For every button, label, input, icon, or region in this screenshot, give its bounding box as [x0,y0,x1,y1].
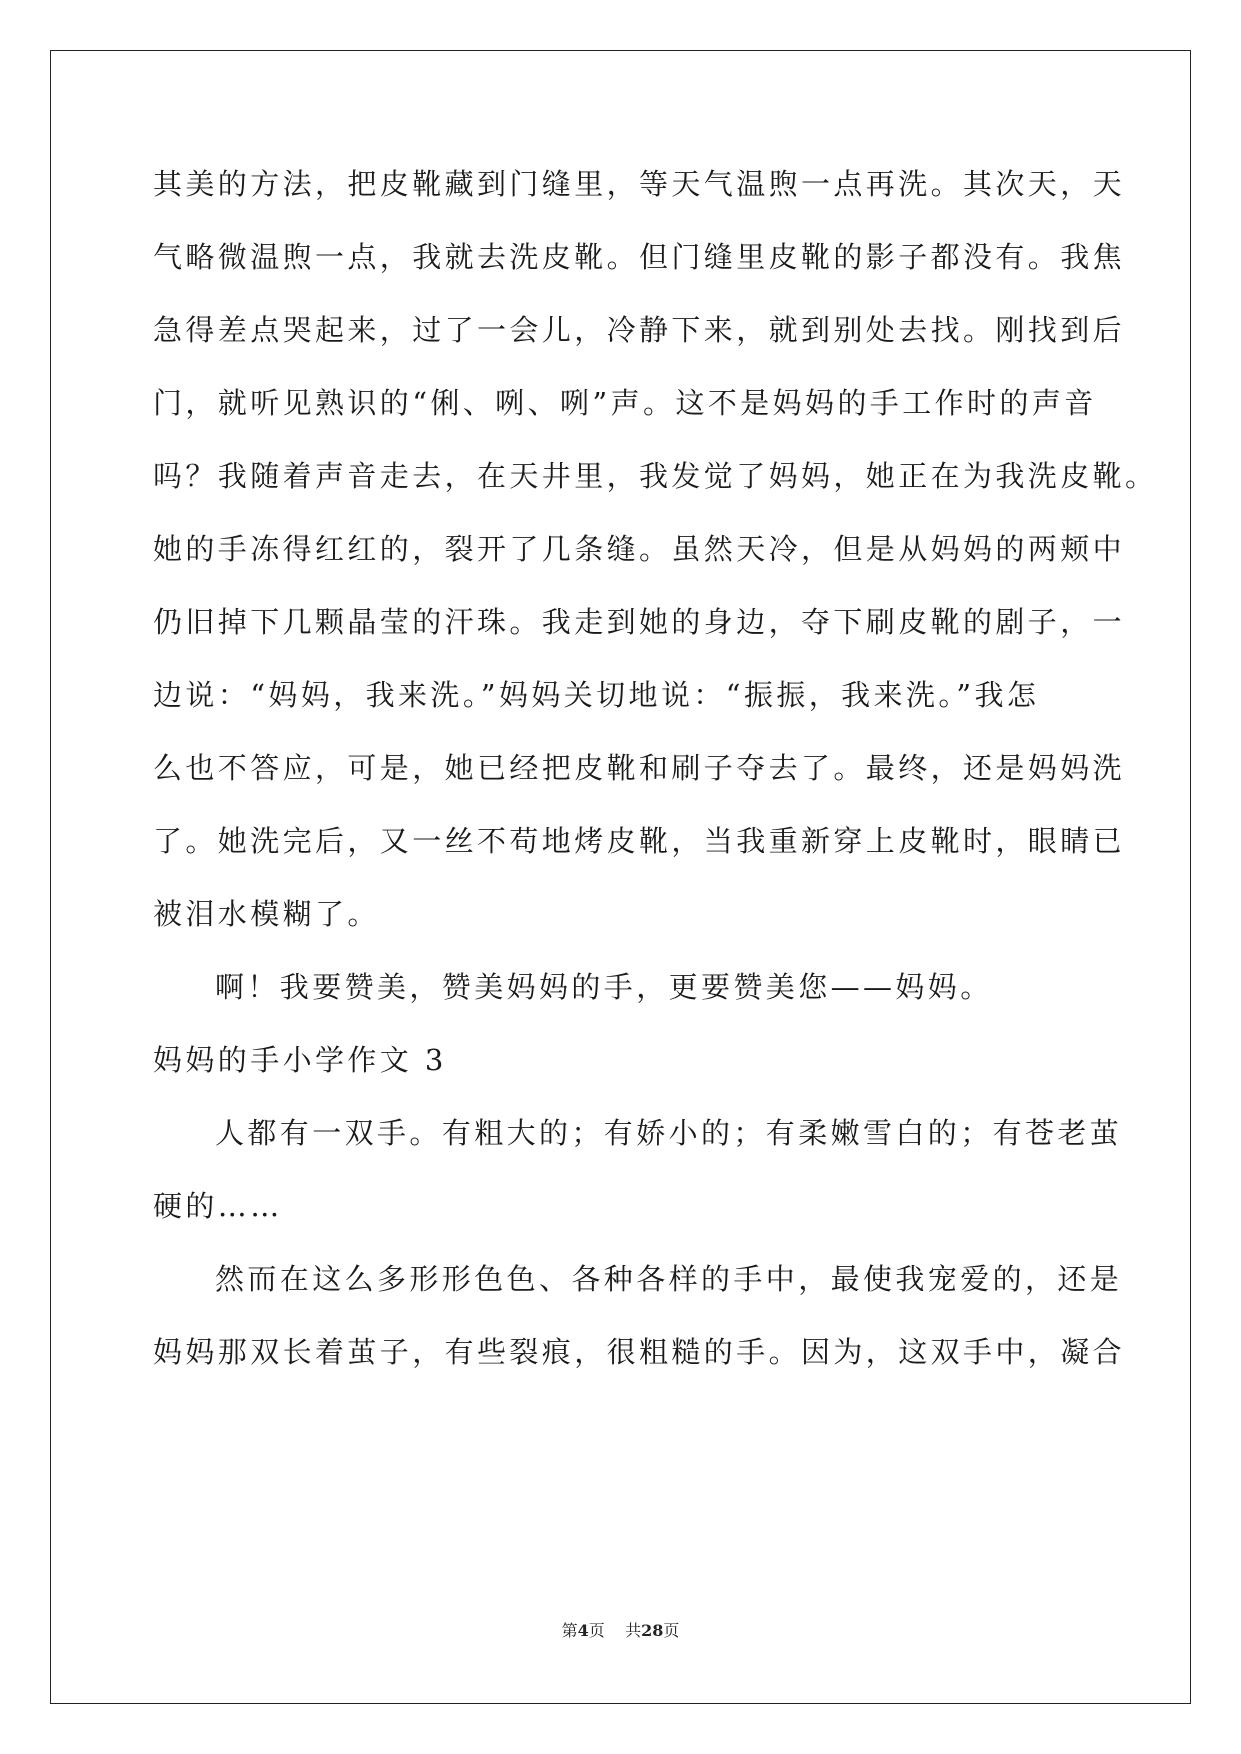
text-line: 边说：“妈妈，我来洗。”妈妈关切地说：“振振，我来洗。”我怎 [153,678,1040,712]
total-pages: 28 [641,1621,664,1640]
text-line: 被泪水模糊了。 [153,897,380,931]
text-line: 硬的…… [153,1189,283,1223]
section-heading: 妈妈的手小学作文 3 [153,1043,447,1077]
text-line: 气略微温煦一点，我就去洗皮靴。但门缝里皮靴的影子都没有。我焦 [153,240,1126,274]
text-line: 了。她洗完后，又一丝不苟地烤皮靴，当我重新穿上皮靴时，眼睛已 [153,824,1126,858]
page-number: 4 [577,1621,589,1640]
page-footer [0,1620,1241,1642]
text-line: 门，就听见熟识的“俐、咧、咧”声。这不是妈妈的手工作时的声音 [153,386,1097,420]
paragraph-line: 然而在这么多形形色色、各种各样的手中，最使我宠爱的，还是 [215,1262,1123,1296]
paragraph-line: 人都有一双手。有粗大的；有娇小的；有柔嫩雪白的；有苍老茧 [215,1116,1123,1150]
text-line: 吗？我随着声音走去，在天井里，我发觉了妈妈，她正在为我洗皮靴。 [153,459,1158,493]
footer-total-unit: 页 [663,1621,680,1640]
text-line: 么也不答应，可是，她已经把皮靴和刷子夺去了。最终，还是妈妈洗 [153,751,1126,785]
text-line: 妈妈那双长着茧子，有些裂痕，很粗糙的手。因为，这双手中，凝合 [153,1335,1126,1369]
footer-prefix: 第 [561,1621,578,1640]
page-border [50,50,1191,1704]
footer-total-prefix: 共 [625,1621,642,1640]
paragraph-line: 啊！我要赞美，赞美妈妈的手，更要赞美您——妈妈。 [215,970,993,1004]
text-line: 她的手冻得红红的，裂开了几条缝。虽然天冷，但是从妈妈的两颊中 [153,532,1126,566]
footer-page-unit: 页 [588,1621,605,1640]
text-line: 其美的方法，把皮靴藏到门缝里，等天气温煦一点再洗。其次天，天 [153,167,1126,201]
text-line: 仍旧掉下几颗晶莹的汗珠。我走到她的身边，夺下刷皮靴的剧子，一 [153,605,1126,639]
text-line: 急得差点哭起来，过了一会儿，冷静下来，就到别处去找。刚找到后 [153,313,1126,347]
